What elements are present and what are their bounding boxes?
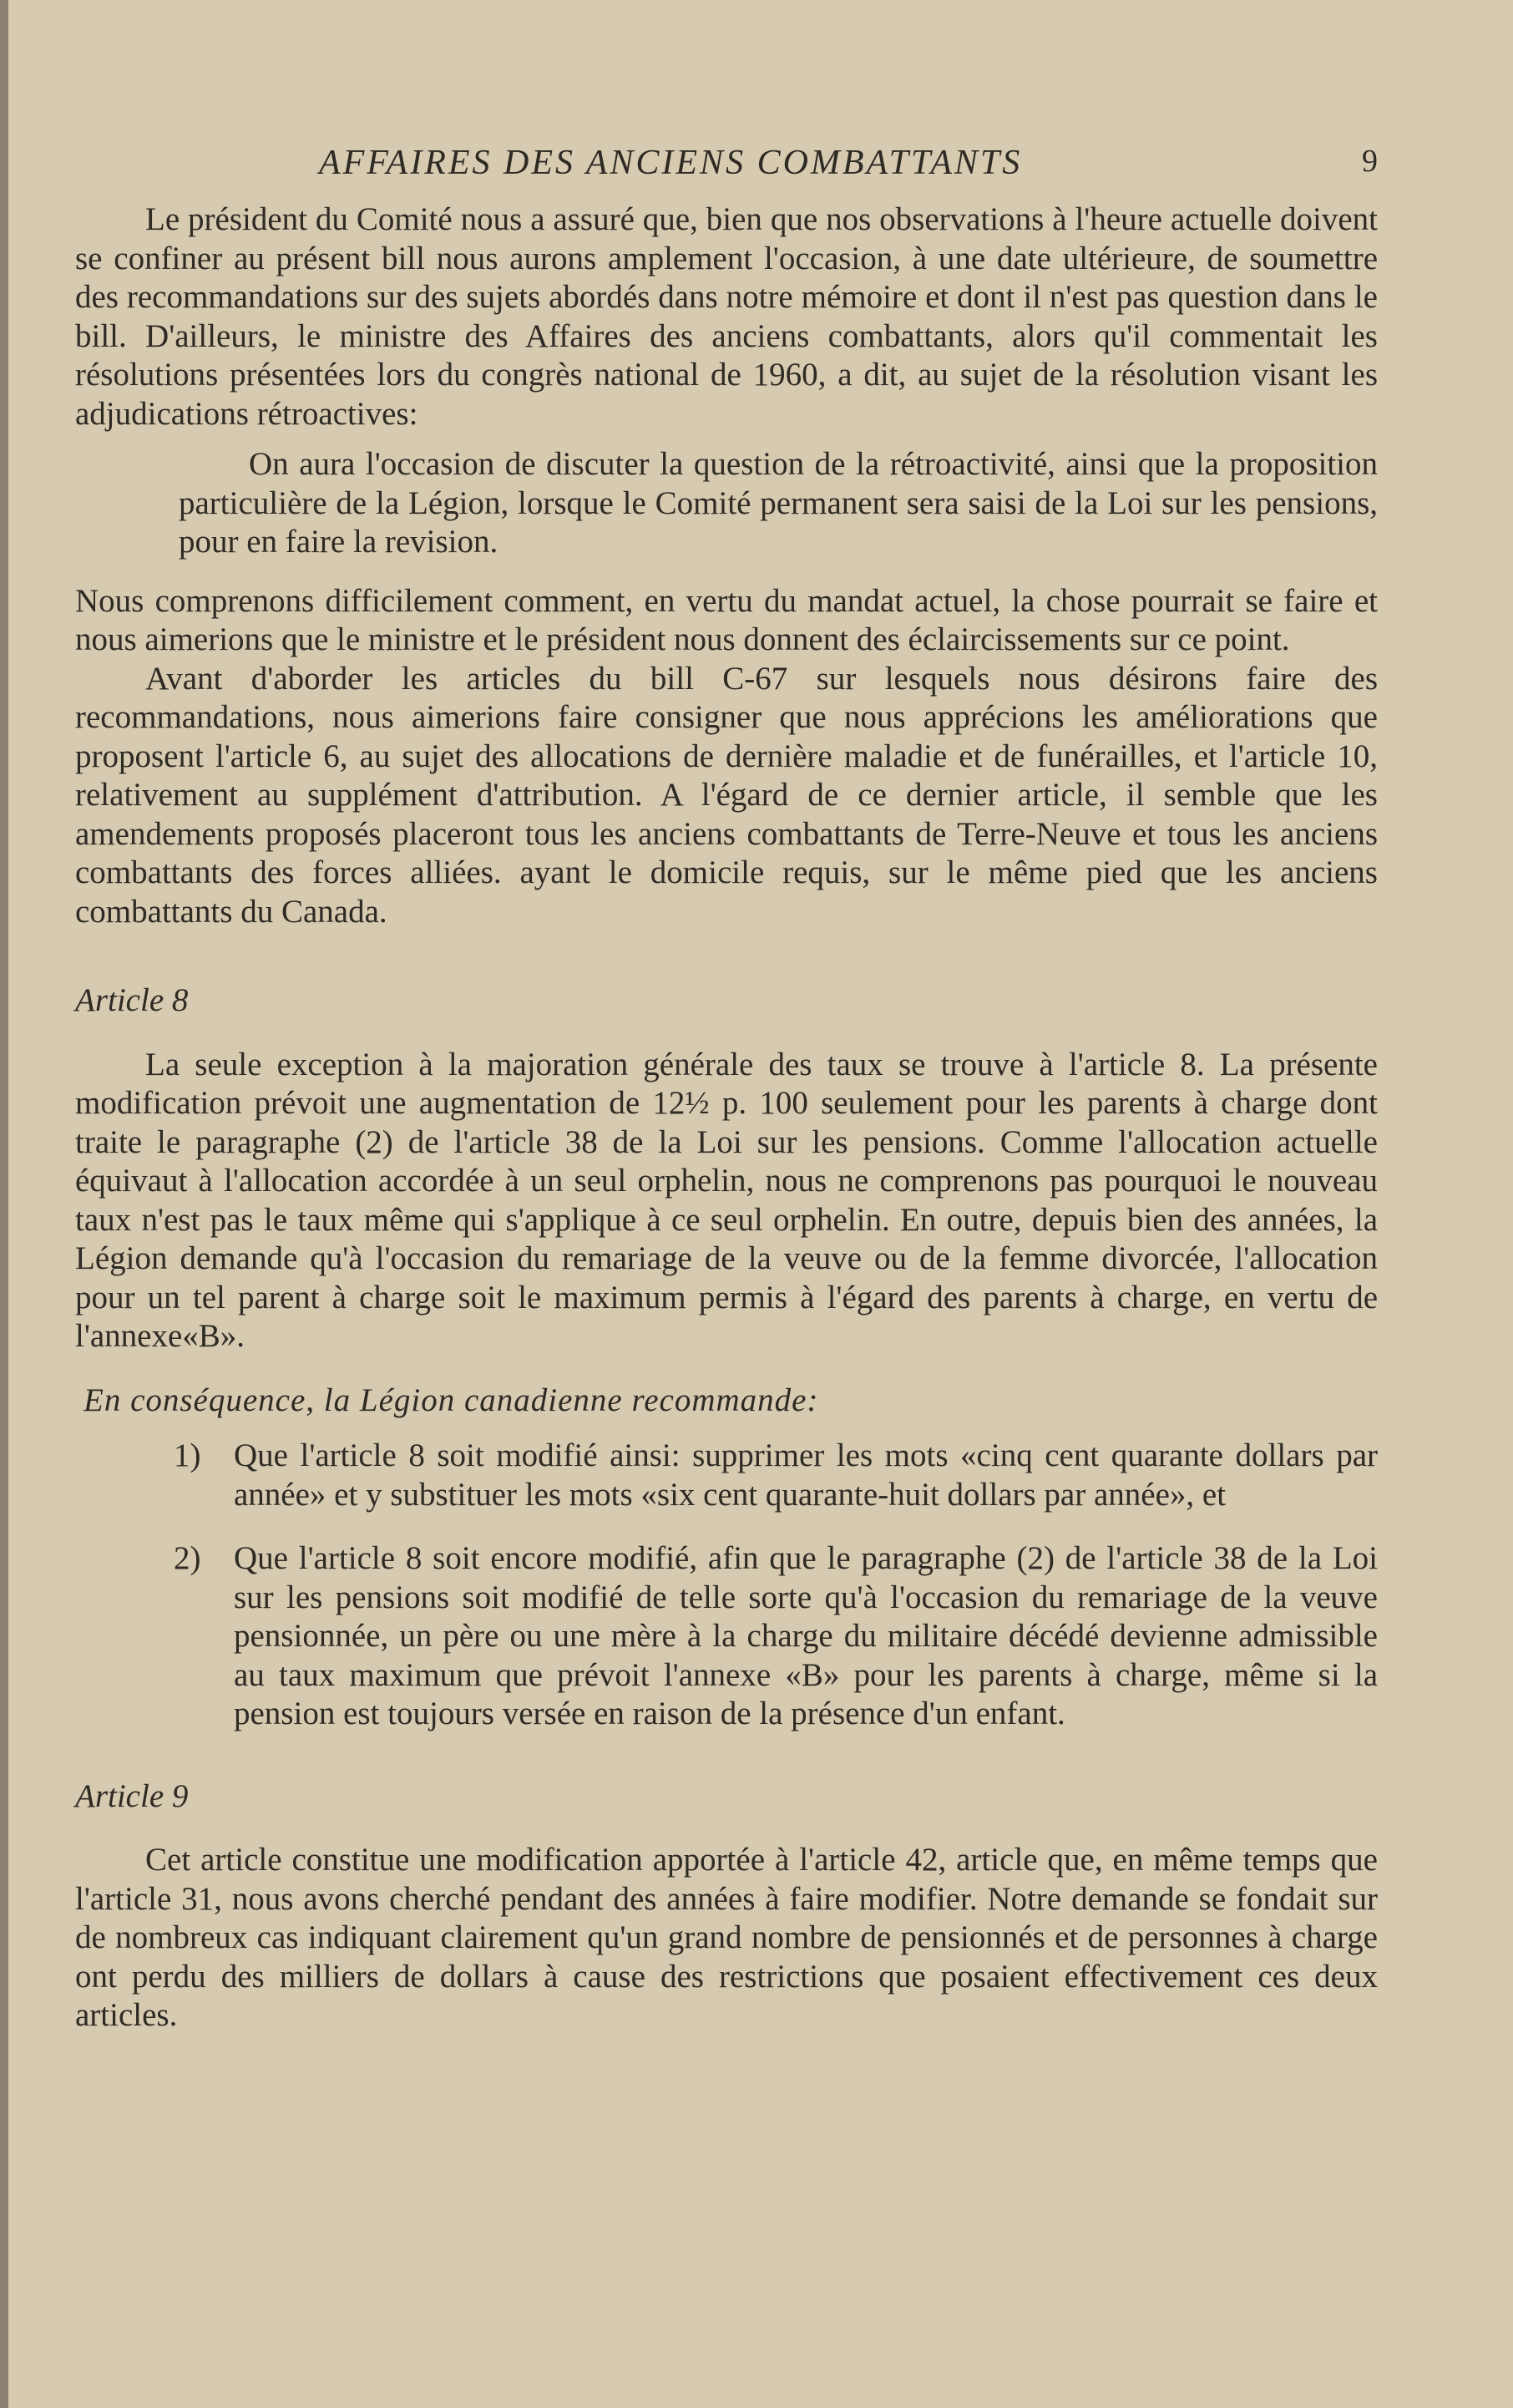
paragraph-article-8: La seule exception à la majoration générale des taux se trouve à l'article 8. La présente modification prévoit une augmentation de 12½ p. 100 seulement pour les parents à charge dont traite le paragraphe (2) de l'article 38 de la Loi sur les pensions. Comme l'allocation actuelle équivaut à l'allocation accordée à un seul orphelin, nous ne comprenons pas pourquoi le nouveau taux n'est pas le taux même qui s'applique à ce seul orphelin. En outre, depuis bien des années, la Légion demande qu'à l'occasion du remariage de la veuve ou de la femme divorcée, l'allocation pour un tel parent à charge soit le maximum permis à l'égard des parents à charge, en vertu de l'annexe«B». (75, 1046, 1378, 1354)
paragraph-intro: Le président du Comité nous a assuré que, bien que nos observations à l'heure actuelle doivent se confiner au présent bill nous aurons amplement l'occasion, à une date ultérieure, de soumettre des recommandations sur des sujets abordés dans notre mémoire et dont il n'est pas question dans le bill. D'ailleurs, le ministre des Affaires des anciens combattants, alors qu'il commentait les résolutions présentées lors du congrès national de 1960, a dit, au sujet de la résolution visant les adjudications rétroactives: (75, 201, 1378, 432)
list-item-number: 1) (174, 1437, 201, 1473)
heading-article-8: Article 8 (75, 982, 189, 1018)
block-quote: On aura l'occasion de discuter la question de la rétroactivité, ainsi que la proposition particulière de la Légion, lorsque le Comité permanent sera saisi de la Loi sur les pensions, pour en faire la revision. (179, 446, 1378, 560)
page-number: 9 (1362, 144, 1378, 179)
page-header (75, 125, 1378, 200)
recommendation-heading: En conséquence, la Légion canadienne recommande: (83, 1381, 819, 1418)
list-item (75, 1437, 1378, 1514)
list-item (75, 1539, 1378, 1734)
page-content (75, 125, 1378, 2035)
list-item-text: Que l'article 8 soit modifié ainsi: supprimer les mots «cinq cent quarante dollars par année» et y substituer les mots «six cent quarante-huit dollars par année», et (234, 1437, 1378, 1513)
heading-article-9: Article 9 (75, 1777, 189, 1814)
running-title: AFFAIRES DES ANCIENS COMBATTANTS (319, 144, 1023, 182)
list-item-text: Que l'article 8 soit encore modifié, afin que le paragraphe (2) de l'article 38 de la Loi sur les pensions soit modifié de telle sorte qu'à l'occasion du remariage de la veuve pensionnée, un père ou une mère à la charge du militaire décédé devienne admissible au taux maximum que prévoit l'annexe «B» pour les parents à charge, même si la pension est toujours versée en raison de la présence d'un enfant. (234, 1540, 1378, 1731)
paragraph-article-9: Cet article constitue une modification apportée à l'article 42, article que, en même temps que l'article 31, nous avons cherché pendant des années à faire modifier. Notre demande se fondait sur de nombreux cas indiquant clairement qu'un grand nombre de pensionnés et de personnes à charge ont perdu des milliers de dollars à cause des restrictions que posaient effectivement ces deux articles. (75, 1842, 1378, 2033)
recommendation-list (75, 1437, 1378, 1734)
paragraph-mandate: Nous comprenons difficilement comment, en vertu du mandat actuel, la chose pourrait se faire et nous aimerions que le ministre et le président nous donnent des éclaircissements sur ce point. (75, 582, 1378, 657)
paragraph-bill-c67: Avant d'aborder les articles du bill C-67 sur lesquels nous désirons faire des recommandations, nous aimerions faire consigner que nous apprécions les améliorations que proposent l'article 6, au sujet des allocations de dernière maladie et de funérailles, et l'article 10, relativement au supplément d'attribution. A l'égard de ce dernier article, il semble que les amendements proposés placeront tous les anciens combattants de Terre-Neuve et tous les anciens combattants des forces alliées. ayant le domicile requis, sur le même pied que les anciens combattants du Canada. (75, 660, 1378, 930)
list-item-number: 2) (174, 1540, 201, 1576)
